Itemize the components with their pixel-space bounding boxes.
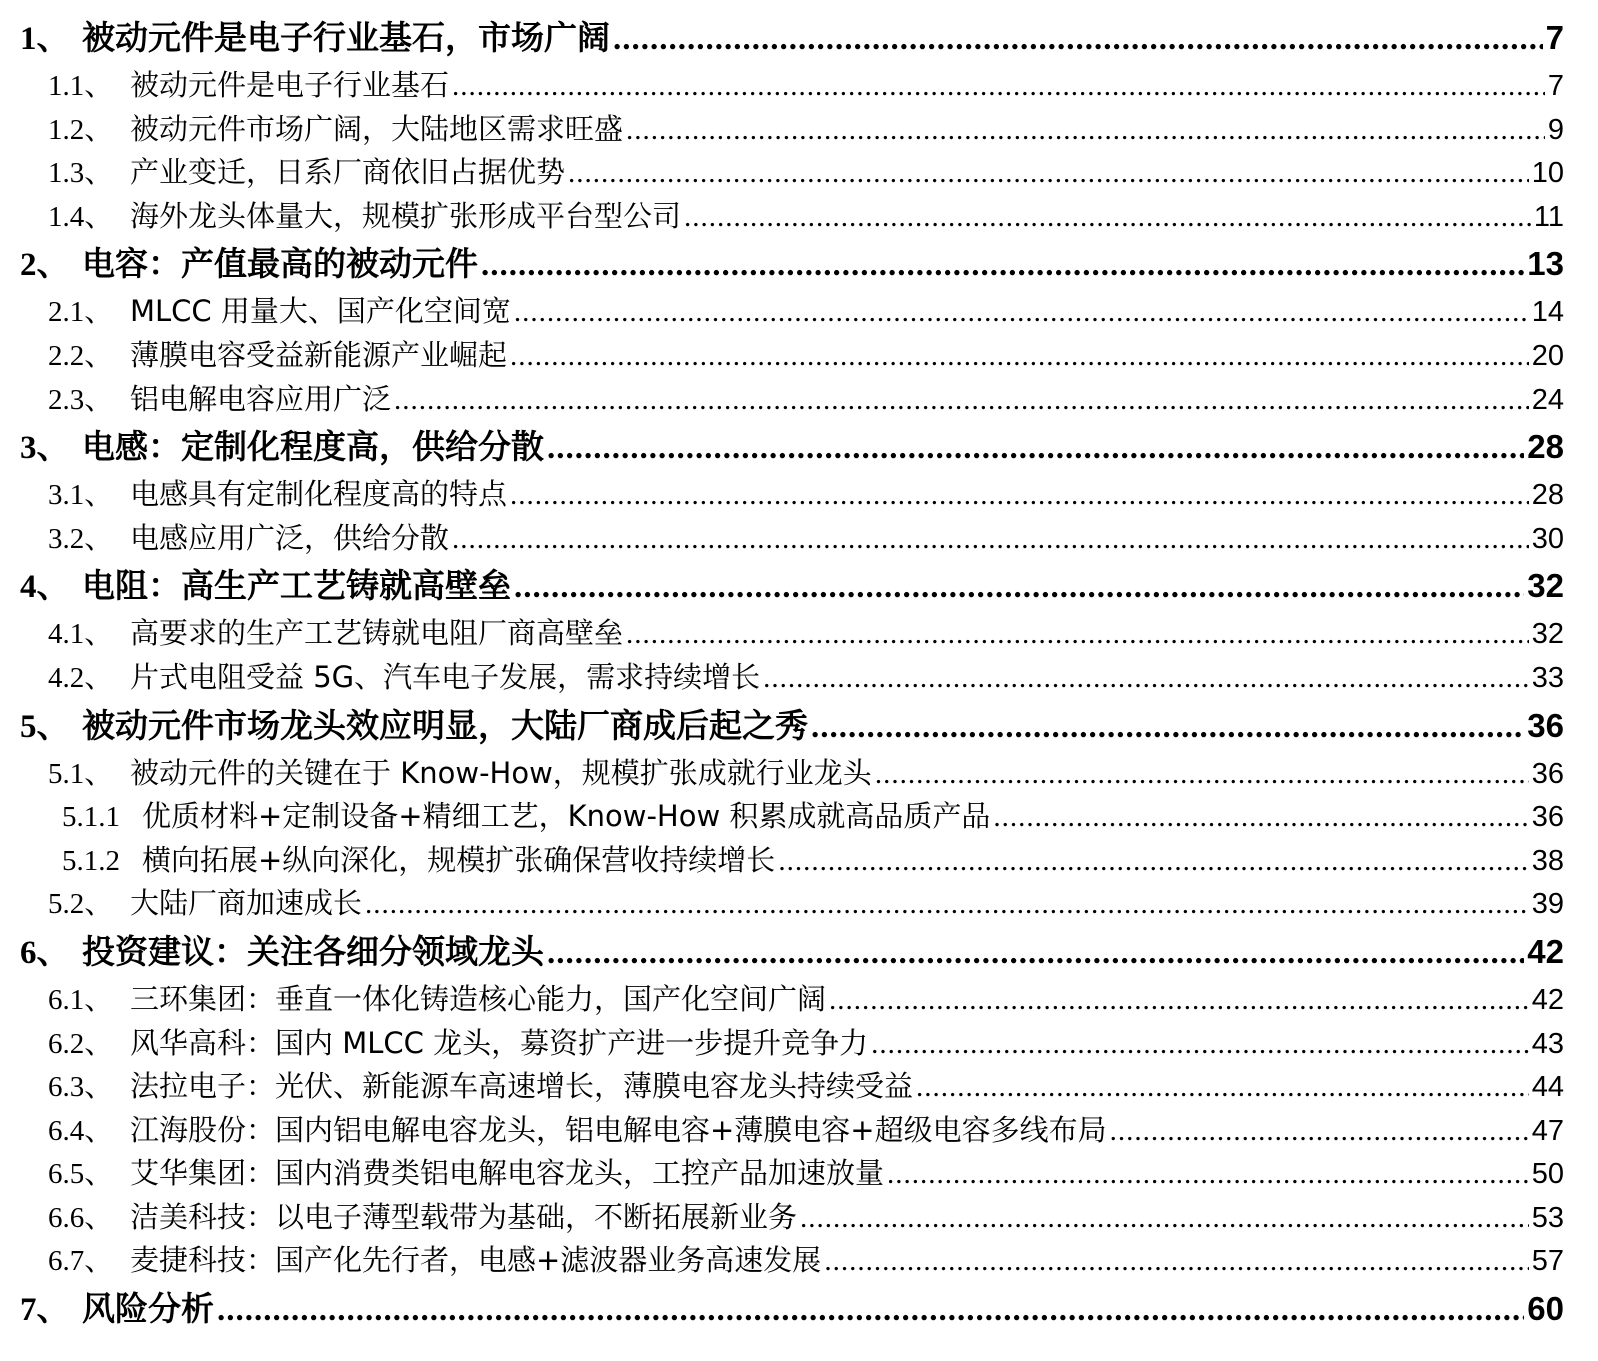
toc-entry-page-number: 24 — [1531, 383, 1564, 416]
toc-entry-number: 5.1.2 — [62, 844, 120, 877]
toc-entry-page-number: 30 — [1531, 522, 1564, 555]
toc-entry-title: 产业变迁，日系厂商依旧占据优势 — [130, 155, 566, 190]
toc-subsection-entry[interactable] — [0, 1065, 1598, 1109]
toc-entry-title: 被动元件的关键在于 Know-How，规模扩张成就行业龙头 — [130, 755, 872, 790]
toc-entry-title: 片式电阻受益 5G、汽车电子发展，需求持续增长 — [130, 659, 761, 694]
toc-subsection-entry[interactable] — [0, 752, 1598, 796]
toc-entry-number: 2.3、 — [48, 383, 114, 416]
toc-entry-number: 6.5、 — [48, 1158, 114, 1191]
toc-entry-number: 5.2、 — [48, 888, 114, 921]
toc-section-entry[interactable] — [0, 1283, 1598, 1335]
toc-entry-number: 6.4、 — [48, 1114, 114, 1147]
toc-entry-title: 被动元件市场龙头效应明显，大陆厂商成后起之秀 — [82, 705, 808, 745]
toc-entry-number: 1.4、 — [48, 200, 114, 233]
toc-entry-title: 被动元件是电子行业基石，市场广阔 — [82, 18, 610, 57]
toc-entry-number: 1.2、 — [48, 113, 114, 146]
toc-entry-page-number: 32 — [1531, 618, 1564, 651]
toc-subsection-entry[interactable] — [0, 108, 1598, 152]
toc-entry-number: 4.2、 — [48, 661, 114, 694]
toc-entry-title: 海外龙头体量大，规模扩张形成平台型公司 — [130, 198, 682, 233]
toc-leader-dots — [916, 1066, 1529, 1109]
toc-leader-dots — [887, 1153, 1529, 1196]
toc-subsection-entry[interactable] — [0, 195, 1598, 239]
toc-subsection-entry[interactable] — [0, 882, 1598, 926]
toc-entry-page-number: 13 — [1527, 245, 1564, 283]
toc-leader-dots — [1110, 1110, 1529, 1153]
toc-leader-dots — [394, 379, 1529, 422]
toc-leader-dots — [510, 335, 1529, 378]
toc-entry-page-number: 11 — [1533, 200, 1564, 233]
toc-leader-dots — [800, 1197, 1529, 1240]
toc-entry-title: 风华高科：国内 MLCC 龙头，募资扩产进一步提升竞争力 — [130, 1025, 869, 1060]
table-of-contents — [0, 12, 1598, 1335]
toc-entry-title: 江海股份：国内铝电解电容龙头，铝电解电容+薄膜电容+超级电容多线布局 — [130, 1112, 1107, 1147]
toc-entry-page-number: 14 — [1531, 296, 1564, 329]
toc-entry-page-number: 7 — [1545, 19, 1564, 56]
toc-entry-title: 电感：定制化程度高，供给分散 — [82, 427, 544, 467]
toc-leader-dots — [217, 1284, 1524, 1335]
toc-entry-number: 6.7、 — [48, 1245, 114, 1278]
toc-entry-title: 投资建议：关注各细分领域龙头 — [82, 931, 544, 971]
toc-subsection-entry[interactable] — [0, 517, 1598, 561]
toc-leader-dots — [568, 152, 1529, 195]
toc-entry-title: 薄膜电容受益新能源产业崛起 — [130, 337, 508, 372]
toc-entry-page-number: 42 — [1531, 983, 1564, 1016]
toc-leader-dots — [778, 840, 1528, 883]
toc-entry-number: 6.6、 — [48, 1201, 114, 1234]
toc-leader-dots — [626, 109, 1545, 152]
toc-subsection-entry[interactable] — [0, 378, 1598, 422]
toc-entry-page-number: 36 — [1531, 801, 1564, 834]
toc-leader-dots — [993, 796, 1528, 839]
toc-entry-page-number: 20 — [1531, 339, 1564, 372]
toc-entry-title: 电感具有定制化程度高的特点 — [130, 477, 508, 512]
toc-leader-dots — [514, 291, 1529, 334]
toc-leader-dots — [626, 613, 1529, 656]
toc-entry-number: 5、 — [20, 708, 70, 745]
toc-entry-title: 麦捷科技：国产化先行者，电感+滤波器业务高速发展 — [130, 1243, 822, 1278]
toc-leader-dots — [510, 474, 1529, 517]
toc-entry-number: 6.3、 — [48, 1071, 114, 1104]
toc-leader-dots — [824, 1240, 1528, 1283]
toc-entry-page-number: 43 — [1531, 1027, 1564, 1060]
toc-leader-dots — [684, 196, 1531, 239]
toc-entry-page-number: 44 — [1531, 1071, 1564, 1104]
toc-leader-dots — [452, 518, 1529, 561]
toc-entry-number: 6.2、 — [48, 1027, 114, 1060]
toc-entry-number: 5.1、 — [48, 757, 114, 790]
toc-entry-title: 三环集团：垂直一体化铸造核心能力，国产化空间广阔 — [130, 981, 827, 1016]
toc-entry-number: 2、 — [20, 247, 70, 284]
toc-entry-page-number: 47 — [1531, 1114, 1564, 1147]
toc-leader-dots — [547, 927, 1524, 978]
toc-entry-number: 1、 — [20, 21, 70, 57]
toc-subsection-entry[interactable] — [0, 1239, 1598, 1283]
toc-entry-number: 1.3、 — [48, 157, 114, 190]
toc-entry-title: 大陆厂商加速成长 — [130, 886, 363, 921]
toc-entry-page-number: 28 — [1531, 479, 1564, 512]
toc-entry-page-number: 28 — [1527, 428, 1564, 466]
toc-entry-title: 优质材料+定制设备+精细工艺，Know-How 积累成就高品质产品 — [142, 799, 991, 834]
toc-entry-number: 2.2、 — [48, 339, 114, 372]
toc-leader-dots — [829, 979, 1529, 1022]
toc-subsection-entry[interactable] — [0, 978, 1598, 1022]
toc-entry-title: 被动元件是电子行业基石 — [130, 68, 450, 102]
toc-entry-title: 横向拓展+纵向深化，规模扩张确保营收持续增长 — [142, 842, 776, 877]
toc-entry-page-number: 60 — [1527, 1290, 1564, 1328]
toc-leader-dots — [811, 701, 1524, 752]
toc-section-entry[interactable] — [0, 12, 1598, 64]
toc-entry-title: 洁美科技：以电子薄型载带为基础，不断拓展新业务 — [130, 1199, 798, 1234]
toc-entry-page-number: 39 — [1531, 888, 1564, 921]
toc-subsection-entry[interactable] — [0, 473, 1598, 517]
toc-entry-page-number: 10 — [1531, 157, 1564, 190]
toc-subsection-entry[interactable] — [0, 612, 1598, 656]
toc-section-entry[interactable] — [0, 700, 1598, 752]
toc-entry-page-number: 36 — [1527, 706, 1564, 744]
toc-subsection-entry[interactable] — [0, 656, 1598, 700]
toc-entry-number: 6.1、 — [48, 983, 114, 1016]
toc-subsubsection-entry[interactable] — [0, 795, 1598, 839]
toc-entry-title: 电容：产值最高的被动元件 — [82, 244, 478, 284]
toc-entry-number: 6、 — [20, 934, 70, 971]
toc-entry-number: 5.1.1 — [62, 801, 120, 834]
toc-section-entry[interactable] — [0, 560, 1598, 612]
toc-entry-title: 被动元件市场广阔，大陆地区需求旺盛 — [130, 111, 624, 146]
toc-leader-dots — [452, 65, 1545, 108]
toc-entry-number: 3、 — [20, 430, 70, 467]
toc-section-entry[interactable] — [0, 926, 1598, 978]
toc-subsection-entry[interactable] — [0, 64, 1598, 108]
toc-subsection-entry[interactable] — [0, 1109, 1598, 1153]
toc-section-entry[interactable] — [0, 238, 1598, 290]
toc-subsection-entry[interactable] — [0, 1196, 1598, 1240]
toc-entry-page-number: 53 — [1531, 1201, 1564, 1234]
toc-entry-title: 高要求的生产工艺铸就电阻厂商高壁垒 — [130, 616, 624, 651]
toc-subsection-entry[interactable] — [0, 1152, 1598, 1196]
toc-entry-number: 2.1、 — [48, 296, 114, 329]
toc-leader-dots — [514, 561, 1524, 612]
toc-section-entry[interactable] — [0, 421, 1598, 473]
toc-subsubsection-entry[interactable] — [0, 839, 1598, 883]
toc-entry-title: 电阻：高生产工艺铸就高壁垒 — [82, 566, 511, 606]
toc-entry-page-number: 50 — [1531, 1158, 1564, 1191]
toc-entry-number: 4.1、 — [48, 618, 114, 651]
toc-entry-number: 7、 — [20, 1292, 70, 1329]
toc-entry-title: 艾华集团：国内消费类铝电解电容龙头，工控产品加速放量 — [130, 1156, 885, 1191]
toc-entry-page-number: 33 — [1531, 661, 1564, 694]
toc-entry-page-number: 57 — [1531, 1245, 1564, 1278]
toc-entry-title: 铝电解电容应用广泛 — [130, 381, 392, 416]
toc-leader-dots — [365, 883, 1529, 926]
toc-entry-title: 风险分析 — [82, 1289, 214, 1329]
toc-subsection-entry[interactable] — [0, 151, 1598, 195]
toc-entry-title: MLCC 用量大、国产化空间宽 — [130, 294, 511, 329]
toc-leader-dots — [613, 13, 1543, 64]
toc-leader-dots — [481, 239, 1524, 290]
toc-leader-dots — [547, 422, 1524, 473]
toc-entry-page-number: 36 — [1531, 757, 1564, 790]
toc-entry-number: 1.1、 — [48, 70, 114, 102]
toc-entry-title: 法拉电子：光伏、新能源车高速增长，薄膜电容龙头持续受益 — [130, 1069, 914, 1104]
toc-entry-page-number: 9 — [1547, 113, 1564, 146]
toc-entry-page-number: 7 — [1547, 70, 1564, 102]
toc-leader-dots — [763, 657, 1529, 700]
toc-subsection-entry[interactable] — [0, 1022, 1598, 1066]
toc-leader-dots — [875, 753, 1529, 796]
toc-entry-number: 4、 — [20, 569, 70, 606]
toc-entry-page-number: 32 — [1527, 567, 1564, 605]
toc-entry-title: 电感应用广泛，供给分散 — [130, 520, 450, 555]
toc-entry-page-number: 42 — [1527, 932, 1564, 970]
toc-leader-dots — [871, 1023, 1529, 1066]
toc-entry-number: 3.1、 — [48, 479, 114, 512]
toc-entry-number: 3.2、 — [48, 522, 114, 555]
toc-subsection-entry[interactable] — [0, 334, 1598, 378]
toc-entry-page-number: 38 — [1531, 844, 1564, 877]
toc-subsection-entry[interactable] — [0, 290, 1598, 334]
